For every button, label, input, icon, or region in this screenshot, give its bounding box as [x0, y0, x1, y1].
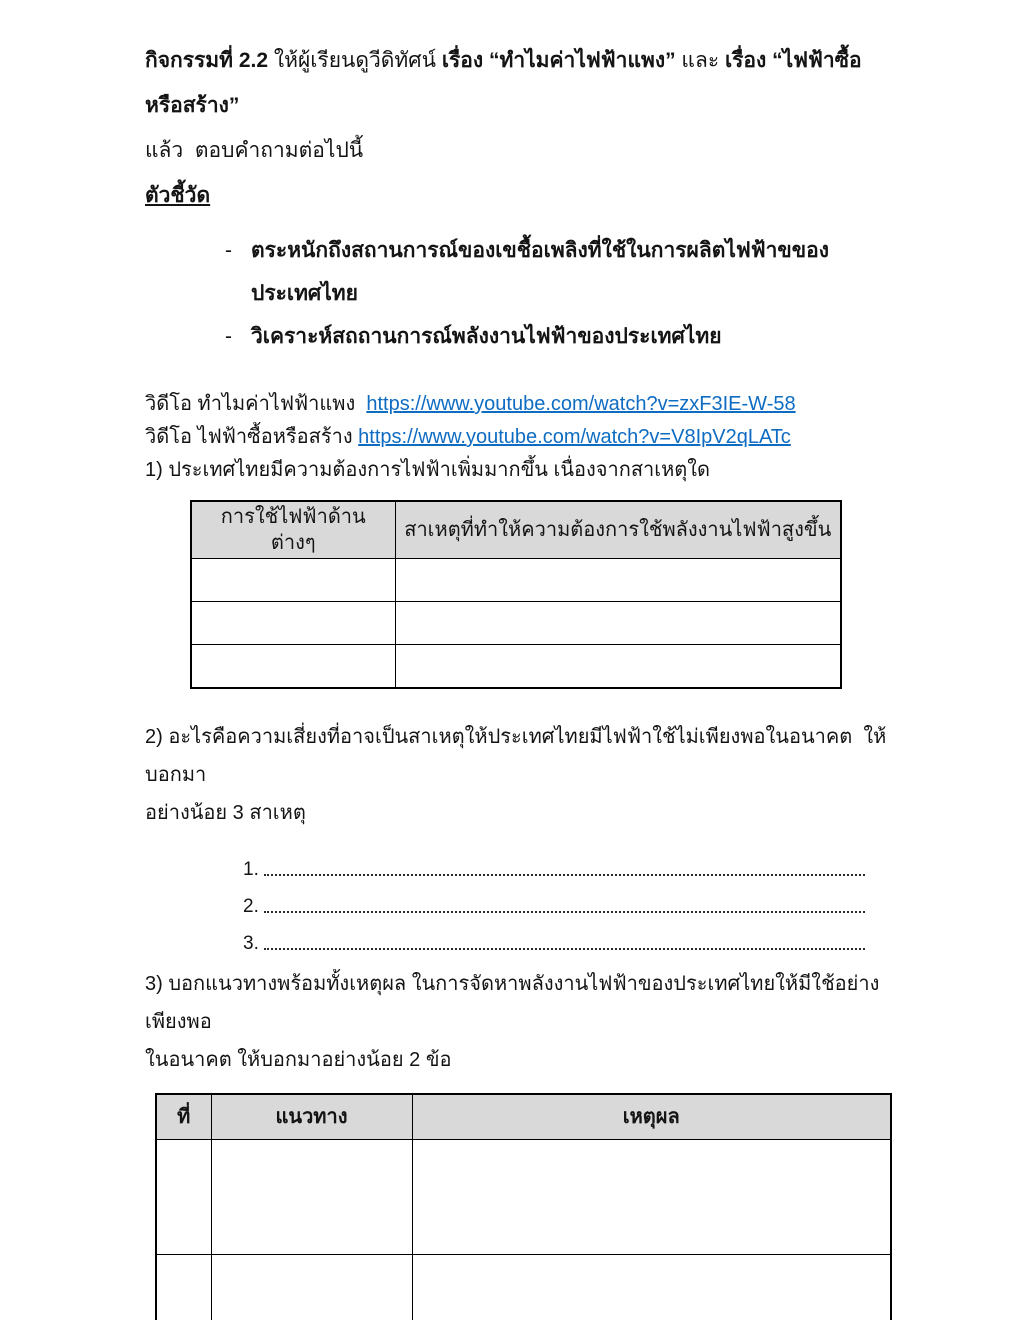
q3-answer-cell[interactable] — [412, 1140, 891, 1255]
question-3 — [145, 965, 890, 1079]
indicator-text: วิเคราะห์สถถานการณ์พลังงานไฟฟ้าของประเทศไทย — [251, 325, 722, 348]
answer-blank-line[interactable] — [243, 920, 865, 957]
q1-answer-cell[interactable] — [191, 559, 395, 602]
table-header-row — [156, 1094, 891, 1140]
blank-number: 2. — [243, 895, 259, 917]
question-3-line-1: 3) บอกแนวทางพร้อมทั้งเหตุผล ในการจัดหาพลังงานไฟฟ้าของประเทศไทยให้มีใช้อย่างเพียงพอ — [145, 972, 880, 1033]
video-title-2: “ไฟฟ้าซื้อหรือสร้าง” — [145, 49, 862, 117]
q3-col-reason-header: เหตุผล — [412, 1094, 891, 1140]
table-header-row — [191, 501, 841, 559]
video-line-2 — [145, 421, 890, 454]
table-row — [156, 1255, 891, 1320]
title-and: และ — [681, 49, 720, 72]
table-row — [191, 602, 841, 645]
dotted-fill-line — [264, 911, 865, 913]
q1-answer-cell[interactable] — [395, 559, 841, 602]
q3-answer-cell[interactable] — [156, 1255, 211, 1320]
title-intro: ให้ผู้เรียนดูวีดิทัศน์ — [268, 49, 442, 72]
answer-blank-line[interactable] — [243, 883, 865, 920]
indicator-text: ตระหนักถึงสถานการณ์ของเขชื้อเพลิงที่ใช้ในการผลิตไฟฟ้าขของประเทศไทย — [251, 239, 830, 305]
video-links — [145, 388, 890, 487]
q3-answer-cell[interactable] — [156, 1140, 211, 1255]
q1-answer-cell[interactable] — [395, 645, 841, 688]
question-2-line-2: อย่างน้อย 3 สาเหตุ — [145, 801, 306, 824]
question-3-line-2: ในอนาคต ให้บอกมาอย่างน้อย 2 ข้อ — [145, 1048, 452, 1071]
video-label-2: วิดีโอ ไฟฟ้าซื้อหรือสร้าง — [145, 426, 359, 448]
title-rueang-1: เรื่อง — [441, 49, 484, 72]
indicators-heading: ตัวชี้วัด — [145, 184, 211, 207]
q3-answer-cell[interactable] — [412, 1255, 891, 1320]
question-1-table — [190, 500, 842, 689]
blank-number: 3. — [243, 932, 259, 954]
table-row — [191, 645, 841, 688]
video-title-1: “ทำไมค่าไฟฟ้าแพง” — [483, 49, 682, 72]
q1-answer-cell[interactable] — [395, 602, 841, 645]
table-row — [156, 1140, 891, 1255]
q3-answer-cell[interactable] — [211, 1140, 412, 1255]
blank-number: 1. — [243, 858, 259, 880]
question-2-line-1: 2) อะไรคือความเสี่ยงที่อาจเป็นสาเหตุให้ประเทศไทยมีไฟฟ้าใช้ไม่เพียงพอในอนาคต ให้บอกมา — [145, 725, 887, 786]
activity-number: กิจกรรมที่ 2.2 — [145, 49, 269, 72]
title-rueang-2: เรื่อง — [719, 49, 767, 72]
q1-answer-cell[interactable] — [191, 602, 395, 645]
dash-bullet-icon: - — [225, 325, 232, 348]
q3-answer-cell[interactable] — [211, 1255, 412, 1320]
q1-answer-cell[interactable] — [191, 645, 395, 688]
question-2-blanks — [145, 846, 890, 957]
activity-title — [145, 38, 890, 128]
q1-col-cause-header: สาเหตุที่ทำให้ความต้องการใช้พลังงานไฟฟ้าสูงขึ้น — [395, 501, 841, 559]
title-line-2: แล้ว ตอบคำถามต่อไปนี้ — [145, 139, 364, 162]
answer-blank-line[interactable] — [243, 846, 865, 883]
dash-bullet-icon: - — [225, 239, 232, 262]
question-1-text: 1) ประเทศไทยมีความต้องการไฟฟ้าเพิ่มมากขึ้น เนื่องจากสาเหตุใด — [145, 459, 711, 481]
question-3-table — [155, 1093, 892, 1320]
video-line-1 — [145, 388, 890, 421]
dotted-fill-line — [264, 948, 865, 950]
indicator-item — [225, 229, 890, 315]
q1-col-usage-header: การใช้ไฟฟ้าด้านต่างๆ — [191, 501, 395, 559]
video-label-1: วิดีโอ ทำไมค่าไฟฟ้าแพง — [145, 393, 367, 415]
video-link-1[interactable]: https://www.youtube.com/watch?v=zxF3IE-W-58 — [366, 393, 796, 415]
question-2 — [145, 718, 890, 832]
dotted-fill-line — [264, 874, 865, 876]
video-link-2[interactable]: https://www.youtube.com/watch?v=V8IpV2qLATc — [358, 426, 791, 448]
indicator-item — [225, 315, 890, 358]
q3-col-number-header: ที่ — [156, 1094, 211, 1140]
q3-col-approach-header: แนวทาง — [211, 1094, 412, 1140]
indicators-list — [145, 229, 890, 358]
table-row — [191, 559, 841, 602]
